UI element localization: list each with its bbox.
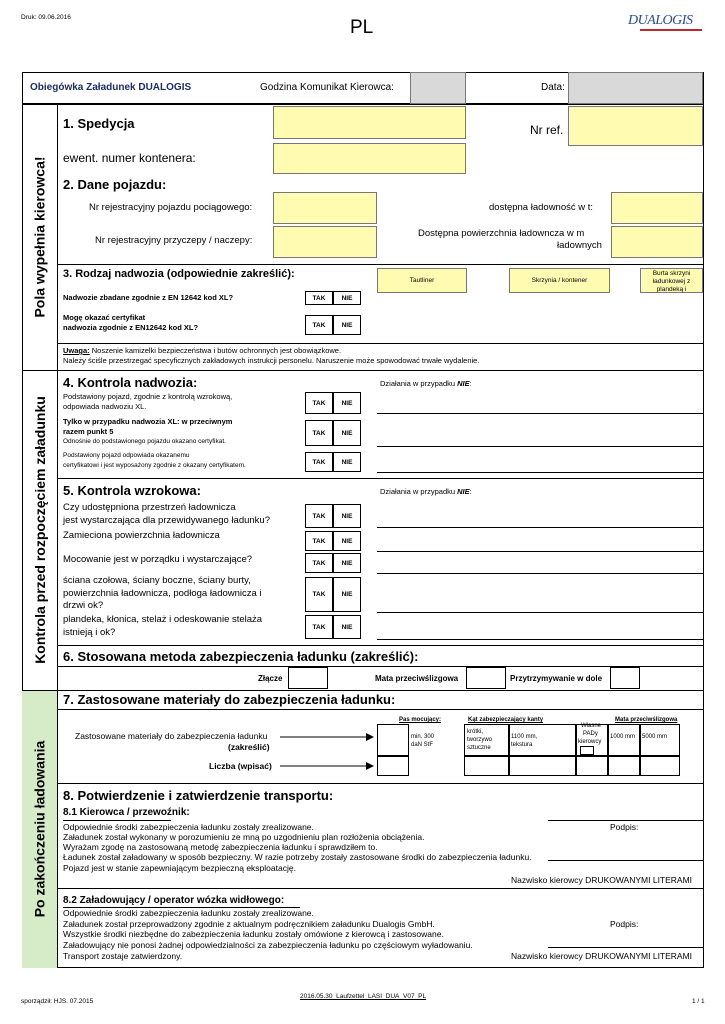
- materials-arrow-icon: [280, 733, 375, 741]
- mat-pads-check[interactable]: [580, 746, 594, 755]
- loader-line-3: Wszystkie środki niezbędne do zabezpieczenia ładunku zostały omówione z kierowcą i zastosowane.: [63, 929, 444, 939]
- corner-short-3: sztuczne: [467, 745, 491, 751]
- loader-line-4: Załadowujący nie ponosi żadnej odpowiedzialności za zabezpieczenia ładunku po częściowym wyładowaniu.: [63, 940, 473, 950]
- xl-cert-question-1: Mogę okazać certyfikat: [63, 313, 146, 322]
- body-type-box[interactable]: Skrzynia / kontener: [509, 268, 610, 293]
- s5-row2-yes[interactable]: TAK: [305, 531, 333, 551]
- s5-row3: Mocowanie jest w porządku i wystarczające?: [63, 554, 253, 565]
- driver-line-1: Odpowiednie środki zabezpieczenia ładunku zostały zrealizowane.: [63, 822, 314, 832]
- s4-row1-line2: odpowiada nadwoziu XL.: [63, 402, 147, 411]
- section3-title: 3. Rodzaj nadwozia (odpowiednie zakreślić):: [63, 268, 295, 280]
- belts-header: Pas mocujący:: [399, 717, 442, 723]
- belts-spec-1: min. 300: [411, 734, 435, 740]
- dualogis-logo: DUALOGIS: [628, 13, 693, 28]
- loader-sign-label: Podpis:: [610, 919, 639, 929]
- section7-title: 7. Zastosowane materiały do zabezpieczenia ładunku:: [63, 692, 396, 707]
- body-type-side[interactable]: Burta skrzyni ładunkowej z plandeką i: [640, 268, 703, 293]
- s4-row2-yes[interactable]: TAK: [305, 420, 333, 446]
- s5-row1-no[interactable]: NIE: [333, 504, 361, 528]
- s5-row1-line1: Czy udostępniona przestrzeń ładownicza: [63, 502, 236, 513]
- footer-page: 1 / 1: [692, 998, 705, 1005]
- trailer-field[interactable]: [273, 226, 377, 258]
- s5-row2-no[interactable]: NIE: [333, 531, 361, 551]
- s4-row2-line1: Tylko w przypadku nadwozia XL: w przeciwnym: [63, 417, 233, 426]
- xl-cert-no[interactable]: NIE: [333, 315, 361, 335]
- date-field[interactable]: [568, 72, 703, 104]
- corner-long-count[interactable]: [509, 756, 576, 776]
- driver-sign-label: Podpis:: [610, 822, 639, 832]
- s4-row1-line1: Podstawiony pojazd, zgodnie z kontrolą wzrokową,: [63, 392, 233, 401]
- s4-row1-no[interactable]: NIE: [333, 392, 361, 414]
- s5-row3-yes[interactable]: TAK: [305, 553, 333, 573]
- mats-header: Mata przeciwślizgowa: [615, 717, 678, 723]
- loader-signature-field[interactable]: [548, 917, 703, 947]
- s4-row1-yes[interactable]: TAK: [305, 392, 333, 414]
- s5-row4-yes[interactable]: TAK: [305, 577, 333, 612]
- method-mat-label: Mata przeciwślizgowa: [375, 674, 459, 683]
- materials-circle-label: (zakreślić): [228, 742, 270, 752]
- driver-line-4: Ładunek został załadowany w sposób bezpieczny. W razie potrzeby zostały zastosowane środki do zabezpieczenia ładunku.: [63, 852, 532, 862]
- driver-line-5: Pojazd jest w stanie zapewniającym bezpieczną eksploatację.: [63, 863, 296, 873]
- mat-pads-3: kierowcy: [578, 739, 602, 745]
- s5-row5-line2: istnieją i ok?: [63, 627, 116, 638]
- xl-cert-yes[interactable]: TAK: [305, 315, 333, 335]
- method-hold-box[interactable]: [610, 667, 640, 689]
- side-after-loading: Po zakończeniu ładowania: [22, 690, 58, 968]
- driver-subtitle: 8.1 Kierowca / przewoźnik:: [63, 807, 190, 818]
- section8-title: 8. Potwierdzenie i zatwierdzenie transportu:: [63, 788, 334, 803]
- tractor-field[interactable]: [273, 192, 377, 224]
- ref-field[interactable]: [568, 106, 703, 146]
- safety-note-2: Należy ściśle przestrzegać specyficznych zakładowych instrukcji personelu. Naruszenie może spowodować trwałe wydalenie.: [63, 356, 480, 365]
- method-joint-box[interactable]: [288, 667, 328, 689]
- language-code: PL: [350, 17, 374, 38]
- driver-line-2: Załadunek został wykonany w porozumieniu ze mną po uzgodnieniu plan rozłożenia obciążenia.: [63, 832, 425, 842]
- s5-row4-line1: ściana czołowa, ściany boczne, ściany burty,: [63, 575, 251, 586]
- method-hold-label: Przytrzymywanie w dole: [510, 674, 603, 683]
- footer-filename: 2016.05.30_Laufzettel_LASI_DUA_V07_PL: [300, 993, 427, 1000]
- forwarding-field[interactable]: [273, 106, 466, 139]
- driver-name-field[interactable]: [548, 862, 703, 876]
- s4-row2-no[interactable]: NIE: [333, 420, 361, 446]
- container-label: ewent. numer kontenera:: [63, 151, 196, 165]
- corner-short-1: krótki,: [467, 729, 484, 735]
- loader-subtitle: 8.2 Załadowujący / operator wózka widłowego:: [63, 895, 285, 906]
- body-type-tautliner[interactable]: Tautliner: [377, 268, 467, 293]
- mat-pads-1: Własne: [581, 723, 602, 729]
- container-field[interactable]: [273, 143, 466, 174]
- ref-label: Nr ref.: [530, 123, 564, 137]
- method-joint-label: Złącze: [258, 674, 283, 683]
- section1-title: 1. Spedycja: [63, 116, 135, 131]
- driver-line-3: Wyrażam zgodę na zastosowaną metodę zabezpieczenia ładunku i sprawdziłem to.: [63, 842, 378, 852]
- count-label: Liczba (wpisać): [209, 761, 272, 771]
- mat-pads-count[interactable]: [576, 756, 608, 776]
- xl-cert-question-2: nadwozia zgodnie z EN12642 kod XL?: [63, 323, 199, 332]
- s4-row2-line3: Odnośnie do podstawionego pojazdu okazano certyfikat.: [63, 438, 226, 445]
- s4-row3-line1: Podstawiony pojazd odpowiada okazanemu: [63, 452, 190, 459]
- time-label: Godzina Komunikat Kierowca:: [260, 82, 394, 93]
- belts-count[interactable]: [377, 756, 409, 776]
- loader-line-5: Transport zostaje zatwierdzony.: [63, 951, 183, 961]
- section4-action-label: Działania w przypadku NIE:: [380, 379, 472, 388]
- corner-short-count[interactable]: [464, 756, 509, 776]
- section5-title: 5. Kontrola wzrokowa:: [63, 483, 201, 498]
- doc-title: Obiegówka Załadunek DUALOGIS: [30, 82, 192, 93]
- s5-row5-yes[interactable]: TAK: [305, 615, 333, 639]
- mat-5000-label: 5000 mm: [642, 734, 668, 740]
- s4-row2-line2: razem punkt 5: [63, 427, 114, 436]
- s4-row3-yes[interactable]: TAK: [305, 452, 333, 472]
- belts-spec-2: daN StF: [411, 742, 434, 748]
- section4-title: 4. Kontrola nadwozia:: [63, 375, 198, 390]
- section5-action-label: Działania w przypadku NIE:: [380, 487, 472, 496]
- s5-row1-yes[interactable]: TAK: [305, 504, 333, 528]
- loader-line-2: Załadunek został przeprowadzony zgodnie z aktualnym podręcznikiem załadunku Dualogis GmbH.: [63, 919, 435, 929]
- method-mat-box[interactable]: [466, 667, 506, 689]
- loader-name-label: Nazwisko kierowcy DRUKOWANYMI LITERAMI: [511, 951, 693, 961]
- trailer-label: Nr rejestracyjny przyczepy / naczepy:: [95, 235, 253, 246]
- capacity-field[interactable]: [611, 192, 703, 224]
- s5-row3-no[interactable]: NIE: [333, 553, 361, 573]
- logo-underline: [640, 29, 702, 31]
- loader-line-1: Odpowiednie środki zabezpieczenia ładunku zostały zrealizowane.: [63, 908, 314, 918]
- corners-header: Kąt zabezpieczający kanty: [468, 717, 544, 723]
- tractor-label: Nr rejestracyjny pojazdu pociągowego:: [89, 202, 253, 213]
- s4-row3-no[interactable]: NIE: [333, 452, 361, 472]
- s5-row5-no[interactable]: NIE: [333, 615, 361, 639]
- belts-box[interactable]: [377, 724, 409, 756]
- footer-made-by: sporządził: HJS. 07.2015: [21, 998, 94, 1005]
- xl-tested-yes[interactable]: TAK: [305, 291, 333, 305]
- corner-long-1: 1100 mm,: [511, 734, 538, 740]
- s4-row3-line2: certyfikatowi i jest wyposażony zgodnie z okazany certyfikatem.: [63, 462, 246, 469]
- area-label-1: Dostępna powierzchnia ładowncza w m: [418, 228, 585, 239]
- safety-note-1: Uwaga: Noszenie kamizelki bezpieczeństwa i butów ochronnych jest obowiązkowe.: [63, 346, 342, 355]
- xl-tested-no[interactable]: NIE: [333, 291, 361, 305]
- count-arrow-icon: [280, 762, 375, 770]
- time-field[interactable]: [410, 72, 466, 104]
- side-driver-fields: Pola wypełnia kierowca!: [22, 104, 58, 370]
- capacity-label: dostępna ładowność w t:: [489, 202, 594, 213]
- s5-row1-line2: jest wystarczająca dla przewidywanego ładunku?: [63, 515, 271, 526]
- s5-row4-line3: drzwi ok?: [63, 600, 104, 611]
- corner-long-2: tekstura: [511, 742, 533, 748]
- s5-row4-line2: powierzchnia ładownicza, podłoga ładownicza i: [63, 588, 262, 599]
- driver-name-label: Nazwisko kierowcy DRUKOWANYMI LITERAMI: [511, 875, 693, 885]
- materials-label: Zastosowane materiały do zabezpieczenia ładunku: [75, 731, 268, 741]
- driver-signature-field[interactable]: [548, 828, 703, 860]
- corner-short-2: tworzywo: [467, 737, 493, 743]
- s5-row5-line1: plandeka, kłonica, stelaż i odeskowanie stelaża: [63, 614, 263, 625]
- side-pre-loading-check: Kontrola przed rozpoczęciem załadunku: [22, 370, 58, 690]
- xl-tested-question: Nadwozie zbadane zgodnie z EN 12642 kod XL?: [63, 293, 234, 302]
- print-date: Druk: 09.06.2016: [21, 14, 71, 21]
- mat-pads-2: PADy: [583, 731, 598, 737]
- s5-row4-no[interactable]: NIE: [333, 577, 361, 612]
- s5-row2: Zamieciona powierzchnia ładownicza: [63, 530, 220, 541]
- section2-title: 2. Dane pojazdu:: [63, 177, 167, 192]
- section6-title: 6. Stosowana metoda zabezpieczenia ładunku (zakreślić):: [63, 649, 419, 664]
- area-field[interactable]: [611, 226, 703, 258]
- mat-1000-label: 1000 mm: [610, 734, 636, 740]
- mat-1000-count[interactable]: [608, 756, 640, 776]
- date-label: Data:: [541, 82, 565, 93]
- mat-5000-count[interactable]: [640, 756, 680, 776]
- area-label-2: ładownych: [557, 240, 602, 251]
